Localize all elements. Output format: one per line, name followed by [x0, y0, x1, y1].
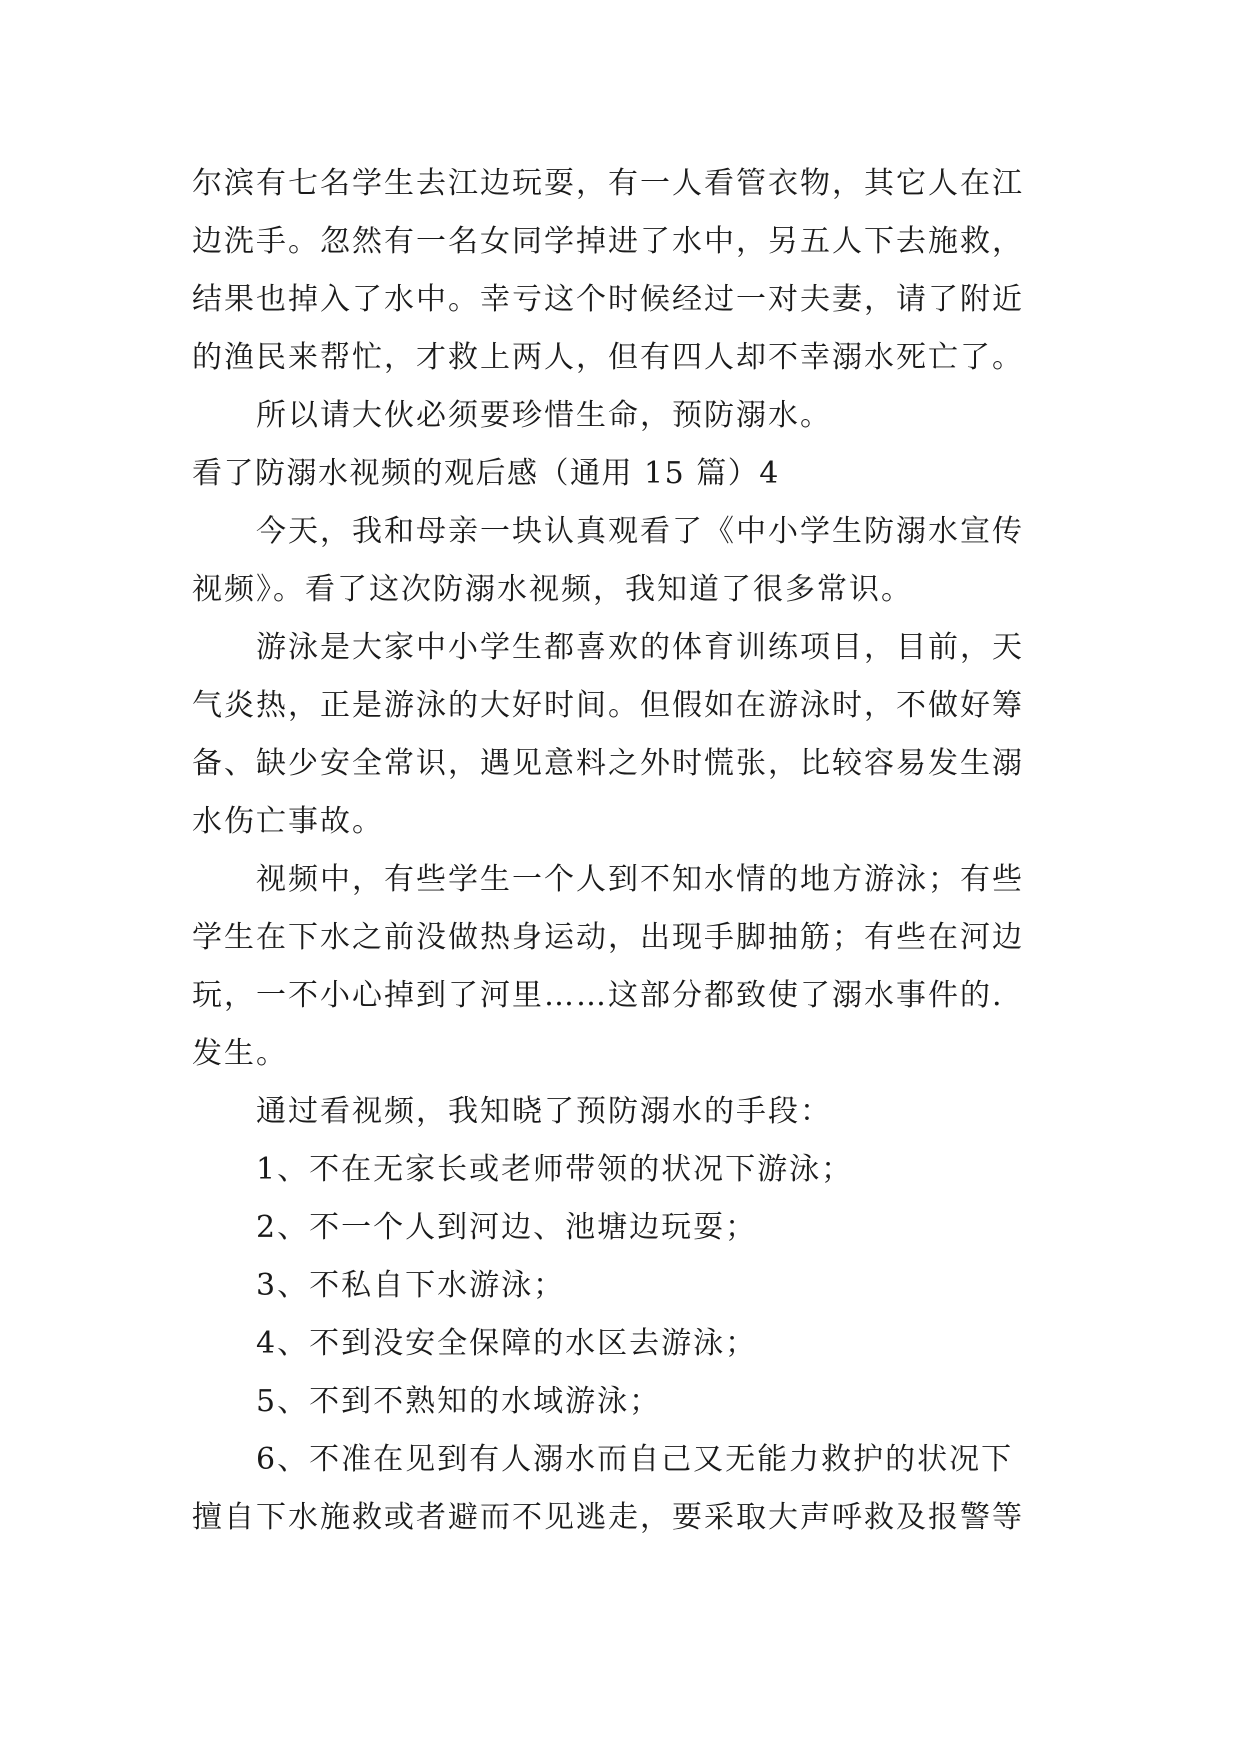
- paragraph-line: 通过看视频，我知晓了预防溺水的手段：: [256, 1094, 832, 1129]
- paragraph-line: 结果也掉入了水中。幸亏这个时候经过一对夫妻，请了附近: [192, 282, 1024, 317]
- section-heading: 看了防溺水视频的观后感（通用 15 篇）4: [192, 456, 780, 491]
- paragraph-line: 边洗手。忽然有一名女同学掉进了水中，另五人下去施救，: [192, 224, 1024, 259]
- paragraph-line: 游泳是大家中小学生都喜欢的体育训练项目，目前，天: [256, 630, 1024, 665]
- paragraph-line: 气炎热，正是游泳的大好时间。但假如在游泳时，不做好筹: [192, 688, 1024, 723]
- paragraph-line: 视频中，有些学生一个人到不知水情的地方游泳；有些: [256, 862, 1024, 897]
- list-item: 4、不到没安全保障的水区去游泳；: [256, 1326, 758, 1361]
- paragraph-line: 今天，我和母亲一块认真观看了《中小学生防溺水宣传: [256, 514, 1024, 549]
- paragraph-line: 学生在下水之前没做热身运动，出现手脚抽筋；有些在河边: [192, 920, 1024, 955]
- list-item: 5、不到不熟知的水域游泳；: [256, 1384, 662, 1419]
- list-item: 2、不一个人到河边、池塘边玩耍；: [256, 1210, 758, 1245]
- paragraph-line: 视频》。看了这次防溺水视频，我知道了很多常识。: [192, 572, 913, 607]
- document-body: [192, 155, 1062, 1547]
- paragraph-line: 所以请大伙必须要珍惜生命，预防溺水。: [256, 398, 832, 433]
- paragraph-line: 的渔民来帮忙，才救上两人，但有四人却不幸溺水死亡了。: [192, 340, 1024, 375]
- list-item: 3、不私自下水游泳；: [256, 1268, 566, 1303]
- paragraph-line: 备、缺少安全常识，遇见意料之外时慌张，比较容易发生溺: [192, 746, 1024, 781]
- list-item: 6、不准在见到有人溺水而自己又无能力救护的状况下: [256, 1442, 1014, 1477]
- paragraph-line: 擅自下水施救或者避而不见逃走，要采取大声呼救及报警等: [192, 1500, 1024, 1535]
- paragraph-line: 尔滨有七名学生去江边玩耍，有一人看管衣物，其它人在江: [192, 166, 1024, 201]
- paragraph-line: 水伤亡事故。: [192, 804, 384, 839]
- list-item: 1、不在无家长或老师带领的状况下游泳；: [256, 1152, 854, 1187]
- paragraph-line: 发生。: [192, 1036, 288, 1071]
- paragraph-line: 玩，一不小心掉到了河里……这部分都致使了溺水事件的.: [192, 978, 1004, 1013]
